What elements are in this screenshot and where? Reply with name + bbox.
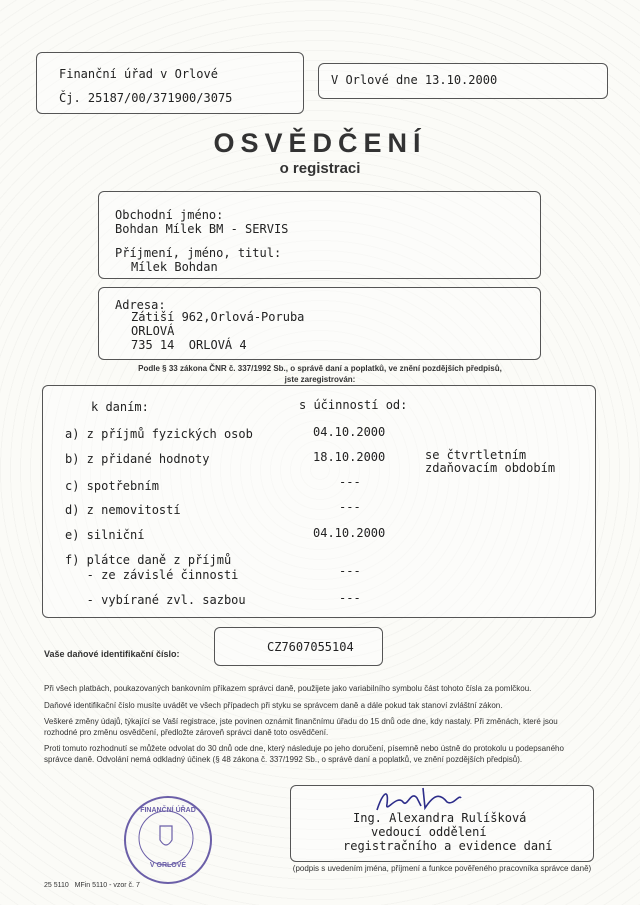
address-line-1: Zátiší 962,Orlová-Poruba bbox=[131, 310, 305, 324]
reference-number: Čj. 25187/00/371900/3075 bbox=[59, 91, 233, 105]
signatory-name: Ing. Alexandra Rulíšková bbox=[353, 811, 527, 825]
dic-value: CZ7607055104 bbox=[267, 640, 354, 654]
person-name-label: Příjmení, jméno, titul: bbox=[115, 246, 282, 260]
tax-row-date: --- bbox=[339, 564, 361, 578]
address-line-2: ORLOVÁ bbox=[131, 324, 175, 338]
info-paragraph: Při všech platbách, poukazovaných bankovním příkazem správci daně, použijete jako variabilního symbolu část tohoto čísla za pomlčkou. bbox=[44, 684, 532, 693]
dic-box bbox=[214, 627, 383, 666]
law-text-line-2: jste zaregistrován: bbox=[284, 375, 356, 384]
tax-row-label: e) silniční bbox=[65, 528, 145, 542]
page-subtitle: o registraci bbox=[279, 160, 361, 177]
tax-row-label: - vybírané zvl. sazbou bbox=[65, 593, 246, 607]
address-line-3: 735 14 ORLOVÁ 4 bbox=[131, 338, 247, 352]
form-code: 25 5110 MFin 5110 - vzor č. 7 bbox=[44, 882, 140, 889]
business-name-label: Obchodní jméno: bbox=[115, 208, 224, 222]
tax-row-label: c) spotřebním bbox=[65, 479, 159, 493]
tax-row-date: 04.10.2000 bbox=[313, 526, 386, 540]
signature-caption: (podpis s uvedením jména, příjmení a funkce pověřeného pracovníka správce daně) bbox=[292, 864, 592, 873]
dic-label: Vaše daňové identifikační číslo: bbox=[44, 649, 180, 659]
tax-row-label: f) plátce daně z příjmů bbox=[65, 553, 232, 567]
name-box bbox=[98, 191, 541, 279]
info-paragraph: Daňové identifikační číslo musíte uvádět ve všech případech při styku se správcem daně a dále pokud tak stanoví zvláštní zákon. bbox=[44, 701, 503, 710]
tax-row-date: --- bbox=[339, 591, 361, 605]
date-line: V Orlové dne 13.10.2000 bbox=[331, 73, 498, 87]
vat-period-note-1: se čtvrtletním bbox=[425, 448, 527, 462]
address-label: Adresa: bbox=[115, 298, 166, 312]
vat-period-note-2: zdaňovacím obdobím bbox=[425, 461, 556, 475]
address-box bbox=[98, 287, 541, 360]
info-paragraph: Veškeré změny údajů, týkající se Vaší registrace, jste povinen oznámit finančnímu úřadu do 15 dnů ode dne, kdy nastaly. Při změnách, které jsou rozhodné pro změnu osvědčení, předložte zároveň správci daně toto osvědčení. bbox=[44, 717, 558, 737]
signatory-role-2: registračního a evidence daní bbox=[343, 839, 553, 853]
tax-row-date: 18.10.2000 bbox=[313, 450, 386, 464]
tax-row-label: - ze závislé činnosti bbox=[65, 568, 239, 582]
office-box bbox=[36, 52, 304, 114]
office-name: Finanční úřad v Orlové bbox=[59, 67, 218, 81]
page-title: OSVĚDČENÍ bbox=[213, 128, 427, 158]
tax-registration-box bbox=[42, 385, 596, 618]
coat-of-arms-icon bbox=[160, 826, 172, 845]
person-name-value: Mílek Bohdan bbox=[131, 260, 218, 274]
law-text-line-1: Podle § 33 zákona ČNR č. 337/1992 Sb., o správě daní a poplatků, ve znění pozdějších předpisů, bbox=[138, 364, 502, 373]
tax-row-label: d) z nemovitostí bbox=[65, 503, 181, 517]
signature-box bbox=[290, 785, 594, 862]
effective-column-header: s účinností od: bbox=[299, 398, 408, 412]
tax-column-header: k daním: bbox=[91, 400, 149, 414]
tax-row-label: b) z přidané hodnoty bbox=[65, 452, 210, 466]
business-name-value: Bohdan Mílek BM - SERVIS bbox=[115, 222, 289, 236]
tax-row-date: --- bbox=[339, 475, 361, 489]
tax-row-date: --- bbox=[339, 500, 361, 514]
date-box bbox=[318, 63, 608, 99]
tax-row-date: 04.10.2000 bbox=[313, 425, 386, 439]
tax-row-label: a) z příjmů fyzických osob bbox=[65, 427, 253, 441]
signatory-role-1: vedoucí oddělení bbox=[371, 825, 487, 839]
info-paragraph: Proti tomuto rozhodnutí se můžete odvolat do 30 dnů ode dne, který následuje po jeho doručení, písemně nebo ústně do protokolu u podepsaného správce daně. Odvolání nemá odkladný účinek (§ 48 zákona č. 337/1992 Sb., o správě daní a poplatků, ve znění pozdějších předpisů). bbox=[44, 744, 564, 764]
stamp-text-top: FINANČNÍ ÚŘAD bbox=[140, 807, 196, 814]
official-stamp bbox=[124, 796, 212, 884]
stamp-text-bottom: V ORLOVÉ bbox=[149, 862, 187, 869]
